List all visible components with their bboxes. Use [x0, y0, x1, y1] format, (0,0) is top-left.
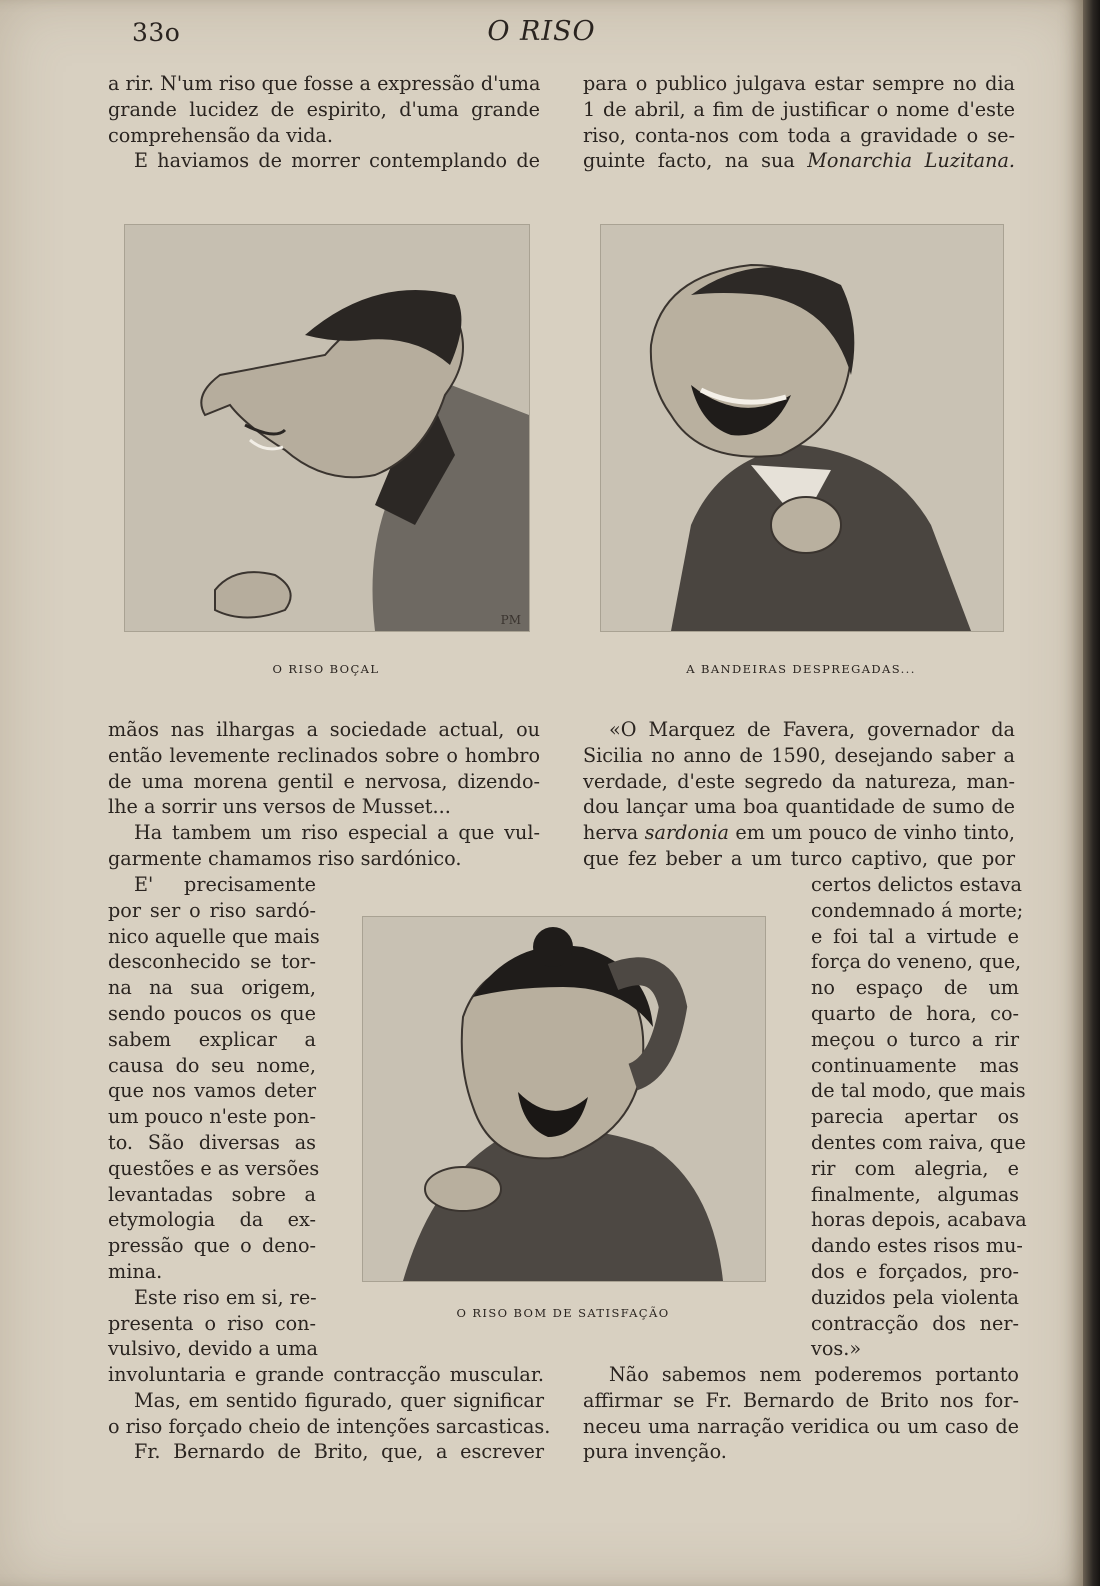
text-line: Ha tambem um riso especial a que vul-: [134, 821, 540, 845]
text-line: para o publico julgava estar sempre no dia: [583, 72, 1015, 95]
text-line: que nos vamos deter: [108, 1079, 316, 1103]
text-line: pressão que o deno-: [108, 1234, 316, 1258]
text-line: Este riso em si, re-: [134, 1285, 317, 1309]
illustration-riso-bom: [362, 916, 766, 1282]
text-line: 1 de abril, a fim de justificar o nome d'este: [583, 97, 1015, 121]
illustration-bandeiras-despregadas: [600, 224, 1004, 632]
text-line: no espaço de um: [811, 976, 1019, 1000]
text-line: Fr. Bernardo de Brito, que, a escrever: [134, 1440, 544, 1464]
caption-fig3: O RISO BOM DE SATISFAÇÃO: [456, 1306, 670, 1320]
col1-top-text: [108, 71, 540, 174]
col2-bottom-text: [583, 1362, 1019, 1465]
text-line: condemnado á morte;: [811, 898, 1024, 922]
text-line: questões e as versões: [108, 1156, 320, 1180]
text-line: Não sabemos nem poderemos portanto: [609, 1363, 1019, 1386]
text-line: sendo poucos os que: [108, 1001, 316, 1025]
text-line: sabem explicar a: [108, 1027, 316, 1051]
text-line: e foi tal a virtude e: [811, 924, 1019, 948]
text-line: garmente chamamos riso sardónico.: [108, 846, 462, 870]
text-line: na na sua origem,: [108, 976, 316, 1000]
text-line-with-italic: herva sardonia em um pouco de vinho tinto,: [583, 821, 1015, 845]
text-line: verdade, d'este segredo da natureza, man-: [583, 769, 1015, 793]
text-line: mina.: [108, 1259, 163, 1283]
text-line: riso, conta-nos com toda a gravidade o se-: [583, 123, 1015, 147]
text-line: Sicilia no anno de 1590, desejando saber a: [583, 743, 1015, 767]
text-line: presenta o riso con-: [108, 1311, 316, 1335]
text-line: grande lucidez de espirito, d'uma grande: [108, 97, 540, 121]
text-line: que fez beber a um turco captivo, que por: [583, 846, 1015, 870]
text-line: um pouco n'este pon-: [108, 1105, 316, 1129]
text-line: horas depois, acabava: [811, 1208, 1027, 1232]
text-line: lhe a sorrir uns versos de Musset...: [108, 795, 451, 819]
caption-fig2: A BANDEIRAS DESPREGADAS...: [686, 662, 916, 676]
text-line: a rir. N'um riso que fosse a expressão d'uma: [108, 72, 541, 95]
text-line: E' precisamente: [134, 873, 316, 896]
text-line: de uma morena gentil e nervosa, dizendo-: [108, 769, 540, 793]
col2-narrow-text: [811, 872, 1027, 1362]
text-line-with-italic: guinte facto, na sua Monarchia Luzitana.: [583, 149, 1015, 173]
page-number: 33o: [132, 18, 181, 47]
text-line: parecia apertar os: [811, 1105, 1019, 1129]
page-edge: [1083, 0, 1100, 1586]
text-line: etymologia da ex-: [108, 1208, 316, 1232]
text-line: o riso forçado cheio de intenções sarcasticas.: [108, 1414, 551, 1438]
text-line: pura invenção.: [583, 1440, 727, 1464]
text-line: de tal modo, que mais: [811, 1079, 1026, 1103]
artist-signature: PM: [500, 613, 521, 627]
col1-narrow-text: [108, 872, 320, 1362]
text-line: certos delictos estava: [811, 873, 1022, 896]
text-line: nico aquelle que mais: [108, 924, 320, 948]
text-line: to. São diversas as: [108, 1130, 316, 1154]
text-line: contracção dos ner-: [811, 1311, 1019, 1335]
running-title: O RISO: [487, 16, 596, 47]
caption-fig1: O RISO BOÇAL: [272, 662, 380, 676]
illustration-riso-bocal: [124, 224, 530, 632]
text-line: então levemente reclinados sobre o hombro: [108, 743, 540, 767]
text-line: dando estes risos mu-: [811, 1234, 1023, 1258]
text-line: continuamente mas: [811, 1053, 1019, 1077]
col1-bottom-text: [108, 1362, 551, 1465]
laughing-woman-drawing: [363, 917, 765, 1281]
text-line: duzidos pela violenta: [811, 1285, 1019, 1309]
text-line: vulsivo, devido a uma: [108, 1337, 318, 1361]
col1-mid-text: [108, 717, 540, 872]
text-line: «O Marquez de Favera, governador da: [609, 718, 1015, 741]
laughing-man-profile-drawing: [125, 225, 529, 631]
col2-mid-text: [583, 717, 1015, 872]
text-line: desconhecido se tor-: [108, 950, 316, 974]
text-line: rir com alegria, e: [811, 1156, 1019, 1180]
text-line: dou lançar uma boa quantidade de sumo de: [583, 795, 1015, 819]
text-line: involuntaria e grande contracção muscular.: [108, 1363, 544, 1386]
text-line: causa do seu nome,: [108, 1053, 316, 1077]
text-line: quarto de hora, co-: [811, 1001, 1019, 1025]
text-line: affirmar se Fr. Bernardo de Brito nos for-: [583, 1388, 1019, 1412]
text-line: vos.»: [811, 1337, 862, 1361]
text-line: dos e forçados, pro-: [811, 1259, 1019, 1283]
text-line: meçou o turco a rir: [811, 1027, 1019, 1051]
text-line: E haviamos de morrer contemplando de: [134, 149, 540, 173]
text-line: por ser o riso sardó-: [108, 898, 316, 922]
text-line: força do veneno, que,: [811, 950, 1022, 974]
text-line: neceu uma narração veridica ou um caso de: [583, 1414, 1019, 1438]
text-line: Mas, em sentido figurado, quer significar: [134, 1388, 544, 1412]
text-line: comprehensão da vida.: [108, 123, 333, 147]
text-line: levantadas sobre a: [108, 1182, 316, 1206]
col2-top-text: [583, 71, 1015, 174]
laughing-man-frontal-drawing: [601, 225, 1003, 631]
text-line: mãos nas ilhargas a sociedade actual, ou: [108, 718, 540, 741]
text-line: dentes com raiva, que: [811, 1130, 1026, 1154]
text-line: finalmente, algumas: [811, 1182, 1019, 1206]
